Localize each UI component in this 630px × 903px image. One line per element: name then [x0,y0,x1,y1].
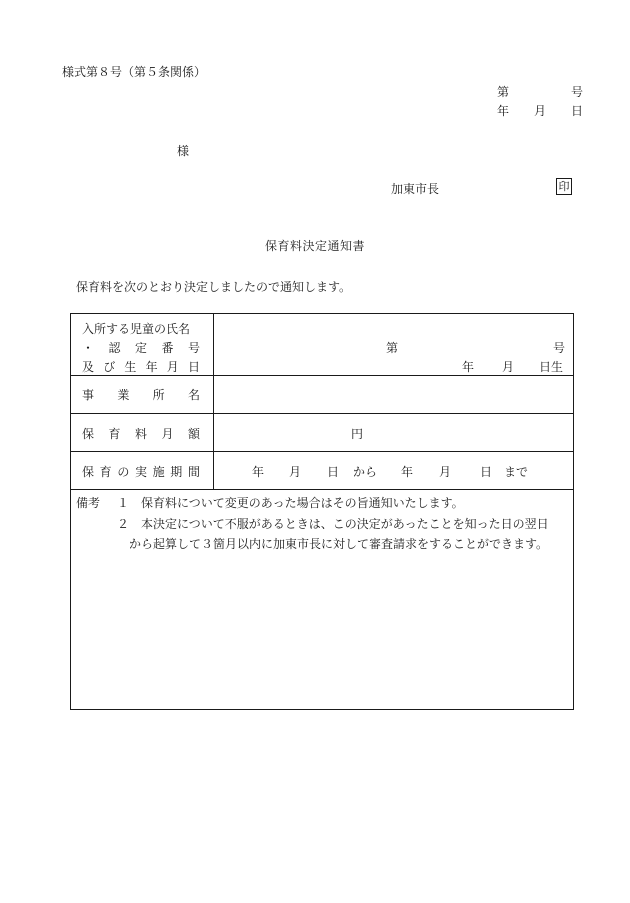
remark-1-text: 保育料について変更のあった場合はその旨通知いたします。 [141,496,464,510]
remarks-label: 備考 [76,496,101,510]
cert-number-label: ・ 認 定 番 号 [82,341,200,355]
period-from-month: 月 [289,465,302,479]
facility-name-label: 事 業 所 名 [82,388,200,402]
addressee-honorific: 様 [177,144,190,158]
seal-mark: 印 [556,178,572,195]
row-divider-3 [71,451,573,452]
cert-number-prefix: 第 [386,341,399,355]
remark-2-line-1: 本決定について不服があるときは、この決定があったことを知った日の翌日 [141,517,549,531]
period-to-made: まで [504,465,529,479]
issuer-name: 加東市長 [391,182,440,196]
period-from-kara: から [353,465,378,479]
date-month: 月 [534,104,547,118]
row-divider-4 [71,489,573,490]
period-to-year: 年 [401,465,414,479]
period-from-year: 年 [252,465,265,479]
intro-text: 保育料を次のとおり決定しましたので通知します。 [76,280,352,294]
label-column-divider [213,314,214,490]
period-to-month: 月 [439,465,452,479]
remark-1-number: １ [117,496,130,510]
birth-month-unit: 月 [502,360,515,374]
doc-number-suffix: 号 [571,85,584,99]
date-year: 年 [497,104,510,118]
birth-day-unit: 日生 [539,360,564,374]
cert-number-suffix: 号 [553,341,566,355]
child-name-label: 入所する児童の氏名 [82,322,191,336]
care-period-label: 保 育 の 実 施 期 間 [82,465,200,479]
remark-2-line-2: から起算して３箇月以内に加東市長に対して審査請求をすることができます。 [129,537,549,551]
birth-year-unit: 年 [462,360,475,374]
period-to-day: 日 [480,465,493,479]
form-number: 様式第８号（第５条関係） [62,65,207,79]
row-divider-2 [71,413,573,414]
monthly-fee-label: 保 育 料 月 額 [82,427,200,441]
yen-unit: 円 [351,427,364,441]
birthdate-label: 及 び 生 年 月 日 [82,360,200,374]
remark-2-number: ２ [117,517,130,531]
document-title: 保育料決定通知書 [264,239,365,253]
date-day: 日 [571,104,584,118]
row-divider-1 [71,375,573,376]
decision-table [70,313,574,710]
period-from-day: 日 [327,465,340,479]
doc-number-prefix: 第 [497,85,510,99]
